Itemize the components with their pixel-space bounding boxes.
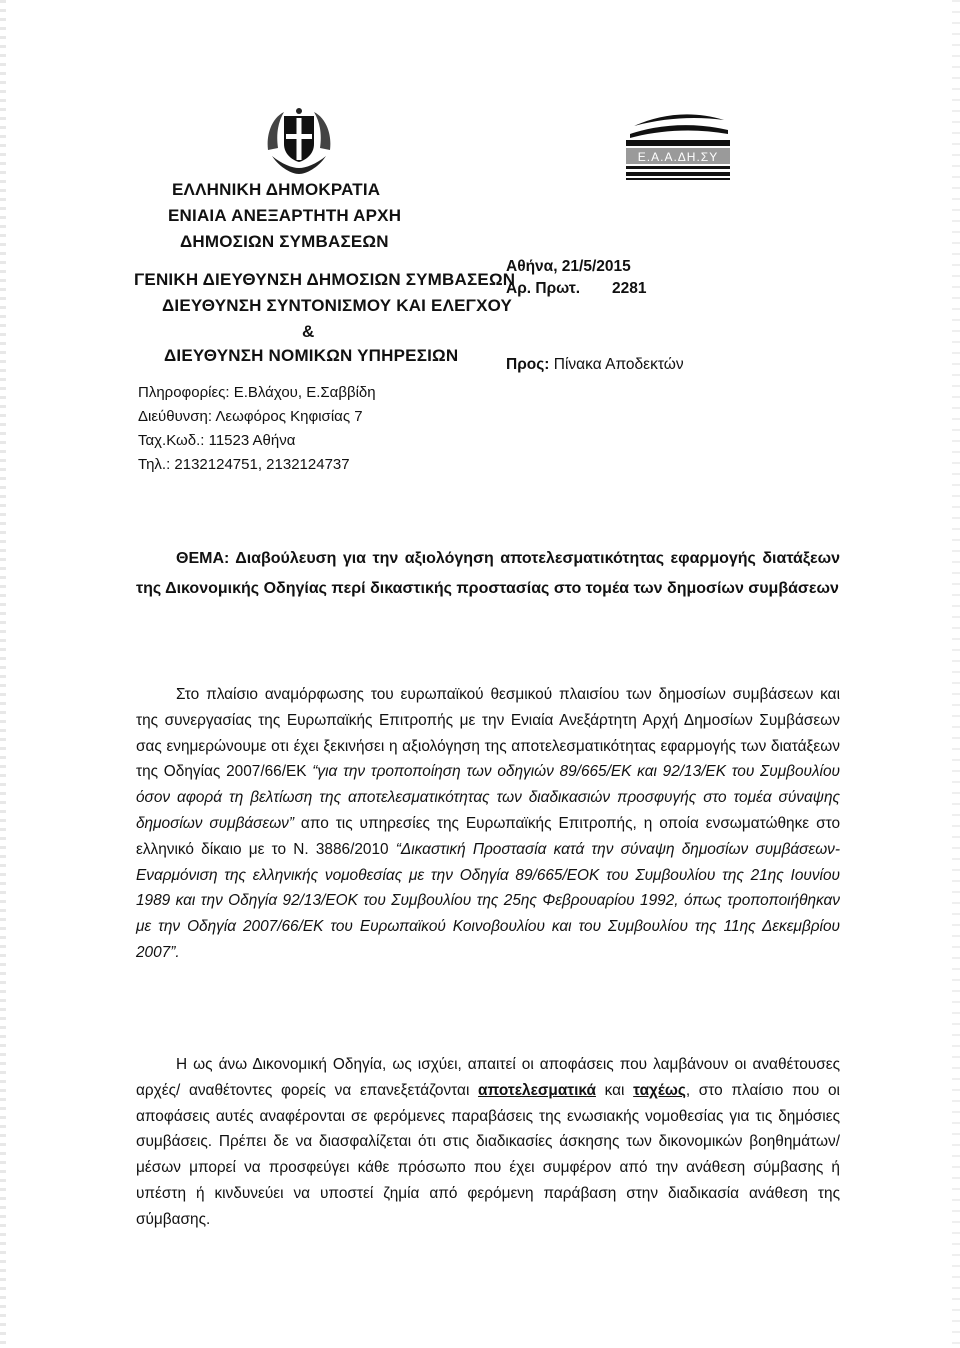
greek-emblem-icon bbox=[262, 104, 336, 176]
header-line-1: ΕΛΛΗΝΙΚΗ ΔΗΜΟΚΡΑΤΙΑ bbox=[172, 180, 381, 199]
header-line-2: ΕΝΙΑΙΑ ΑΝΕΞΑΡΤΗΤΗ ΑΡΧΗ bbox=[168, 206, 402, 225]
paragraph-1-quote-b: “Δικαστική Προστασία κατά την σύναψη δημοσίων συμβάσεων-Εναρμόνιση της ελληνικής νομοθεσίας με την Οδηγία 89/665/ΕΟΚ του Συμβουλίου της 21ης Ιουνίου 1989 και την Οδηγία 92/13/ΕΟΚ του Συμβουλίου της 25ης Φεβρουαρίου 1992, όπως τροποποιήθηκαν με την Οδηγία 2007/66/ΕΚ του Ευρωπαϊκού Κοινοβουλίου και του Συμβουλίου της 11ης Δεκεμβρίου 2007”. bbox=[136, 840, 841, 961]
protocol-number: 2281 bbox=[612, 280, 647, 297]
paragraph-2-emphasis-effective: αποτελεσματικά bbox=[478, 1081, 596, 1099]
paragraph-1-text-b: απο τις υπηρεσίες της Ευρωπαϊκής Επιτροπής, η οποία ενσωματώθηκε στο ελληνικό δίκαιο με το Ν. 3886/2010 bbox=[136, 814, 840, 858]
contact-address: Διεύθυνση: Λεωφόρος Κηφισίας 7 bbox=[138, 408, 363, 425]
paragraph-2-emphasis-fast: ταχέως bbox=[633, 1081, 686, 1099]
paragraph-2-text-b: και bbox=[595, 1081, 634, 1099]
paragraph-2-text-a: Η ως άνω Δικονομική Οδηγία, ως ισχύει, απαιτεί οι αποφάσεις που λαμβάνουν οι αναθέτουσες αρχές/ αναθέτοντες φορείς να επανεξετάζονται bbox=[136, 1056, 840, 1099]
contact-info: Πληροφορίες: Ε.Βλάχου, Ε.Σαββίδη bbox=[138, 384, 376, 401]
header-line-6: & bbox=[302, 322, 315, 341]
paragraph-1 bbox=[136, 682, 840, 966]
paragraph-1-text-a: Στο πλαίσιο αναμόρφωσης του ευρωπαϊκού θεσμικού πλαισίου των δημοσίων συμβάσεων και της συνεργασίας της Ευρωπαϊκής Επιτροπής με την Ενιαία Ανεξάρτητη Αρχή Δημοσίων Συμβάσεων σας ενημερώνουμε οτι έχει ξεκινήσει η αξιολόγηση της αποτελεσματικότητας εφαρμογής των διατάξεων της Οδηγίας 2007/66/ΕΚ bbox=[136, 686, 840, 781]
protocol-label: Αρ. Πρωτ. bbox=[506, 280, 581, 297]
recipients-label: Προς: bbox=[506, 356, 550, 373]
contact-phone: Τηλ.: 2132124751, 2132124737 bbox=[138, 456, 350, 473]
paragraph-1-quote-a: “για την τροποποίηση των οδηγιών 89/665/ΕΚ και 92/13/ΕΚ του Συμβουλίου όσον αφορά τη βελτίωση της αποτελεσματικότητας των διαδικασιών προσφυγής στο τομέα σύναψης δημοσίων συμβάσεων” bbox=[136, 763, 840, 832]
contact-postal: Ταχ.Κωδ.: 11523 Αθήνα bbox=[138, 432, 296, 449]
scan-edge-left bbox=[0, 0, 6, 1348]
recipients bbox=[506, 356, 684, 374]
document-date: Αθήνα, 21/5/2015 bbox=[506, 258, 631, 275]
scan-edge-right bbox=[952, 0, 960, 1348]
paragraph-2 bbox=[136, 1052, 840, 1233]
recipients-value: Πίνακα Αποδεκτών bbox=[553, 356, 684, 373]
subject bbox=[136, 544, 840, 604]
logo-text: Ε.Α.Α.ΔΗ.ΣΥ bbox=[637, 150, 719, 164]
header-line-3: ΔΗΜΟΣΙΩΝ ΣΥΜΒΑΣΕΩΝ bbox=[180, 232, 389, 251]
subject-text: Διαβούλευση για την αξιολόγηση αποτελεσματικότητας εφαρμογής διατάξεων της Δικονομικής Οδηγίας περί δικαστικής προστασίας στο τομέα των δημοσίων συμβάσεων bbox=[136, 550, 840, 597]
header-line-7: ΔΙΕΥΘΥΝΣΗ ΝΟΜΙΚΩΝ ΥΠΗΡΕΣΙΩΝ bbox=[164, 346, 459, 365]
subject-label: ΘΕΜΑ: bbox=[176, 550, 230, 567]
header-line-4: ΓΕΝΙΚΗ ΔΙΕΥΘΥΝΣΗ ΔΗΜΟΣΙΩΝ ΣΥΜΒΑΣΕΩΝ bbox=[134, 270, 516, 289]
header-line-5: ΔΙΕΥΘΥΝΣΗ ΣΥΝΤΟΝΙΣΜΟΥ ΚΑΙ ΕΛΕΓΧΟΥ bbox=[162, 296, 513, 315]
eaadhsy-logo-icon bbox=[612, 104, 742, 192]
paragraph-2-text-c: , στο πλαίσιο που οι αποφάσεις αυτές αναφέρονται σε φερόμενες παραβάσεις της ενωσιακής νομοθεσίας για τις δημόσιες συμβάσεις. Πρέπει δε να διασφαλίζεται ότι στις διαδικασίες άσκησης των δικονομικών βοηθημάτων/μέσων μπορεί να προσφεύγει κάθε πρόσωπο που έχει συμφέρον από την ανάθεση σύμβασης ή υπέστη ή κινδυνεύει να υποστεί ζημία από φερόμενη παράβαση στην διαδικασία ανάθεση της σύμβασης. bbox=[136, 1081, 840, 1228]
eaadhsy-logo bbox=[612, 104, 742, 192]
